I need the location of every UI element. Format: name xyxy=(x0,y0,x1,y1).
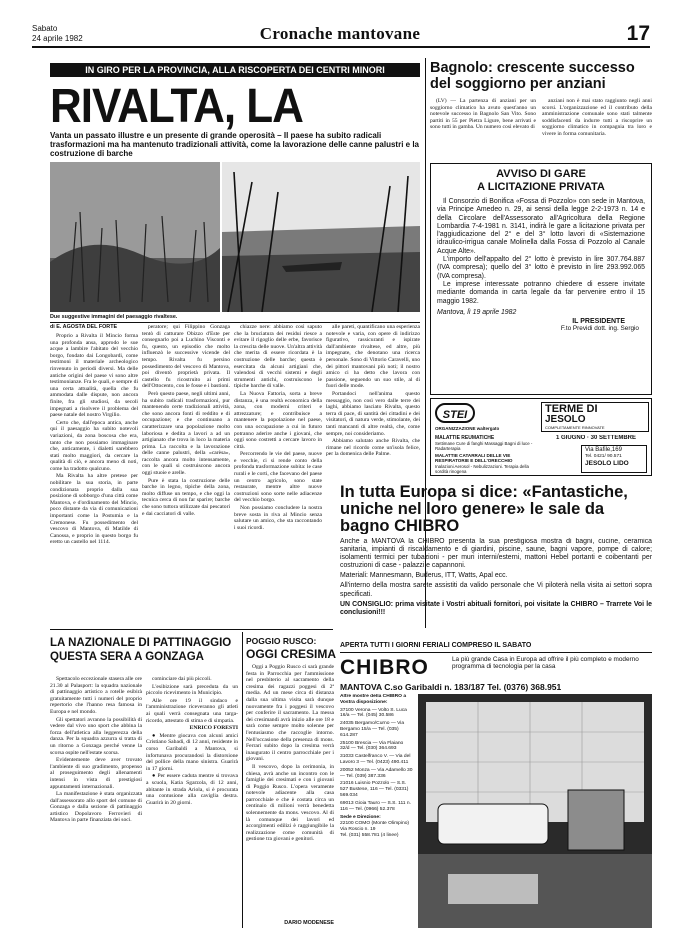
stei-malattie2-title: MALATTIE CATARRALI DELLE VIE RESPIRATORIE E DELL'ORECCHIO xyxy=(435,453,513,464)
rivalta-col4-p2: Portandoci nell'anima questo messaggio, non così vero dalle terre dei laghi, abbiamo lasciato Rivalta, questo terra di pace, di santità dei cittadini e dei visitatori, di natura verde, stimolante, dei tanti mancanti di altre realtà, che, come sempre, noi consideriamo. xyxy=(326,390,420,437)
rivalta-subtitle: Vanta un passato illustre e un presente di grande operosità – Il paese ha subito radicali trasformazioni ma ha mantenuto tradizionali attività, come la lavorazione delle canne palustri e la costruzione di barche xyxy=(50,132,419,158)
chibro-body-p3: All'interno della mostra sarete assistiti da valido personale che Vi piloterà nella visita ai settori sopra specificati. xyxy=(340,582,652,598)
stei-org: ORGANIZZAZIONE waltergato xyxy=(435,426,500,431)
poggio-text-1: Oggi a Poggio Rusco ci sarà grande festa in Parrocchia per l'ammissione nel presbiterio al sacramento della cresima dei ragazzi poggesi di 2ª media. Ad un mese circa di distanza dalla sua ultima visita sarà dunque nuovamente fra i poggesi il vescovo per conferire il sacramento. La messa dei cresimandi avrà inizio alle ore 18 e sarà come sempre molto solenne per l'entusiasmo che raccoglie intorno. Nell'occasione della presenza di mons. Ferrari subito dopo la cresima verrà inaugurato il centro parrocchiale per i giovani. xyxy=(246,664,334,763)
rivalta-col2-p1: peratore; qui Filippino Gonzaga tentò di catturare Obizzo d'Este per consegnarlo poi a Luchino Visconti e fu, questo, un episodio che molto influenzò le successive vicende del tempo. Rivalta fu persino possedimento del vescovo di Mantova, poi diventò proprietà privata. Il castello fu ricostruito ai primi dell'Ottocento, con le fosse e i bastioni. xyxy=(142,324,230,390)
poggio-rule xyxy=(242,632,243,928)
chibro-address: MANTOVA C.so Garibaldi n. 183/187 Tel. (0376) 368.951 xyxy=(340,682,562,692)
masthead-section: Cronache mantovane xyxy=(259,24,421,43)
stei-address: Via Bafile,169 xyxy=(585,447,622,453)
chibro-logo: CHIBRO xyxy=(340,656,429,679)
stei-season: 1 GIUGNO · 30 SETTEMBRE xyxy=(555,435,636,441)
rivalta-banner: IN GIRO PER LA PROVINCIA, ALLA RISCOPERTA DEI CENTRI MINORI xyxy=(50,63,420,77)
chibro-body-p4: UN CONSIGLIO: prima visitate i Vostri abituali fornitori, poi visitate la CHIBRO – Trarrete Voi le conclusioni!!! xyxy=(340,600,652,616)
chibro-branch: 69013 Gioia Tauro — S.S. 111 n. 116 — Tel. (0966) 52.378 xyxy=(340,800,411,812)
rivalta-col3-p3: Percorrendo le vie del paese, nuove e vecchie, ci si rende conto della profonda trasformazione subita: le case rurali e le corti, che facevano del paese un centro agricolo, sono state restaurate, mentre altre nuove costruzioni sono sorte nelle adiacenze del vecchio borgo. xyxy=(234,451,322,504)
chibro-body-p2: Materiali: Mannesmann, Buderus, ITT, Watts, Apal ecc. xyxy=(340,572,508,580)
stei-name-3: COMPLETAMENTE RINNOVATE xyxy=(545,425,605,430)
chibro-branch: 25100 Brescia — Via Flaiano 32/d — Tel. (030) 364.693 xyxy=(340,740,404,752)
rivalta-col1-p3: Ma Rivalta ha altre pretese per nobilitare la sua storia, in parte condizionata proprio dalla sua posizione di sobborgo d'una città come Mantova, e d'ordinamento del Mincio, poco distante da via di comunicazioni importanti come la Postumia e la Cremonese. Fu possedimento del vescovo di Mantova, di Matilde di Canossa, e proprio in questo borgo fu eretto un castello nel 1114. xyxy=(50,473,138,546)
rivalta-caption-rule xyxy=(50,322,420,323)
rivalta-col3-p2: La Nuova Fattoria, sorta a breve distanza, è una realtà economica della zona, con moderni criteri e attrezzature; e contribuisce a mantenere la popolazione nel paese, con una occupazione a cui in futuro potranno aderire anche i giovani, che oggi sono costretti a cercare lavoro in città. xyxy=(234,390,322,450)
avviso-title-2: A LICITAZIONE PRIVATA xyxy=(477,181,605,193)
masthead-date: 24 aprile 1982 xyxy=(32,34,83,43)
avviso-box xyxy=(430,163,652,395)
pattinaggio-signature: ENRICO FORESTI xyxy=(189,725,238,732)
bagnolo-col-1 xyxy=(430,98,536,160)
poggio-title-1: POGGIO RUSCO: xyxy=(246,636,317,646)
rivalta-byline: di E. AGOSTA DEL FORTE xyxy=(50,324,118,330)
stei-ad xyxy=(430,398,652,476)
rivalta-col-1 xyxy=(50,333,138,625)
rivalta-col4-p1: alle pareti, quantificano una esperienza notevole e varia, con opere di indirizzo figurativo, rassicuranti e ispirate dall'ambiente rivaltese, ed altre, più impegnate, che denotano una ricerca personale. Sono di Vittorio Caravelli, uno dei pittori mantovani più noti; il nostro amico ci ha detto che lavora con passione, seguendo un suo stile, al di fuori delle mode. xyxy=(326,324,420,390)
reeds-illustration xyxy=(50,162,220,312)
pattinaggio-col1-p1: Spettacolo eccezionale stasera alle ore 21.30 al Palasport: la squadra nazionale di pattinaggio artistico a rotelle esibirà gratuitamente tutti i numeri del proprio repertorio che l'hanno resa famosa in Europa e nel mondo. xyxy=(50,676,142,715)
pattinaggio-col-2 xyxy=(146,676,238,928)
avviso-p2: L'importo dell'appalto del 2° lotto è previsto in lire 307.764.887 (IVA compresa); quello del 3° lotto è previsto in lire 293.992.065 (IVA compresa). xyxy=(437,256,645,280)
pattinaggio-col1-p2: Gli spettatori avranno la possibilità di vedere dal vivo uno sport che abbina la forza dell'atletica alla leggerezza della danza. Per la squadra azzurra si tratta di un ritorno a Gonzaga perché venne la scorsa ospite nell'estate scorsa. xyxy=(50,716,142,756)
chibro-branch: 21016 Luisnio Pozzolo — S.S. 527 Bustese, 116 — Tel. (0331) 569.034 xyxy=(340,781,409,798)
avviso-sig-name: F.to Previdi dott. ing. Sergio xyxy=(560,324,639,332)
stei-city: JESOLO LIDO xyxy=(585,460,629,467)
bottom-section-rule xyxy=(50,629,333,630)
avviso-p1: Il Consorzio di Bonifica «Fossa di Pozzolo» con sede in Mantova, via Principe Amedeo n. 29, ai sensi della legge 2-2-1973 n. 14 e della Circolare dell'Assessorato all'Agricoltura della Regione Lombardia 7-4-1981 n. 3141, indirà le gare a licitazione privata per l'aggiudicazione del 2° e del 3° lotto lavori di «Sistemazione idraulico-irrigua canale Molinella dalla Fossa di Pozzolo al Canale Acque Alte». xyxy=(437,198,645,255)
chibro-headline: In tutta Europa si dice: «Fantastiche, uniche nel loro genere» le sale da bagno CHIBRO xyxy=(340,484,628,534)
chibro-bathroom-photo xyxy=(418,694,652,928)
chibro-hq-title: Sede e Direzione: xyxy=(340,815,381,821)
rivalta-photo-right xyxy=(222,162,420,312)
chibro-branch: 20052 Monza — Via Adamello 30 — Tel. (039) 387.336 xyxy=(340,767,413,779)
pattinaggio-col2-p4: ● Mentre giocava con alcuni amici Cristiano Sabadi, di 12 anni, residente in corso Garibaldi a Mantova, si infortunava procurandosi la distorsione del pollice della mano sinistra. Guarirà in 17 giorni. xyxy=(146,732,238,772)
pattinaggio-title: LA NAZIONALE DI PATTINAGGIO QUESTA SERA A GONZAGA xyxy=(50,637,232,663)
chibro-hq-line: Tel. (031) 558.781 (4 linee) xyxy=(340,832,399,838)
rivalta-col2-p3: Pure è stata la costruzione delle barche in legno, tipiche della zona, molto diffuse un tempo, e che oggi la tecnica cerca di non far sparire; barche che sono tuttora utilizzate dai pescatori e dai cacciatori di valle. xyxy=(142,477,230,517)
chibro-branch: 37100 Verona — Volto S. Luca 16/a — Tel. (045) 30.586 xyxy=(340,707,407,719)
rivalta-col1-p1: Proprio a Rivalta il Mincio forma una profonda ansa, approdo le sue acque a lambire l'abitato del vecchio borgo, fondato dai Longobardi, come testimoni il materiale archeologico rinvenuto in periodi diversi. Ma delle antiche origini del paese vi sono altre testimonianze. Fra le quali, e sempre di una certa attualità, quella che fu ammodata dalle dispute, non ancora finite, fra gli studiosi, da secoli impegnati a risolvere il problema del paese natale del nostro Virgilio. xyxy=(50,333,138,419)
stei-name-box xyxy=(541,402,649,432)
rivalta-col4-p3: Abbiamo salutato anche Rivalta, che rimane nel ricordo come un'isola felice, per la domenica delle Palme. xyxy=(326,438,420,458)
avviso-sig-title: IL PRESIDENTE xyxy=(572,317,625,325)
chibro-body xyxy=(340,538,652,640)
chibro-body-p1: Anche a MANTOVA la CHIBRO presenta la sua prestigiosa mostra di bagni, cucine, ceramica sanitaria, impianti di riscaldamento e di giardini, piscine, saune, bagni vapore, pompe di calore; isolamenti termici per tubazioni - per muri interni/esterni, mattoni Hebel portanti e coibentanti per costruzioni di case - palazzi e capannoni. xyxy=(340,538,652,570)
bagnolo-col-2 xyxy=(542,98,652,160)
chibro-rule xyxy=(340,652,652,653)
rivalta-photo-caption: Due suggestive immagini del paesaggio rivaltese. xyxy=(50,314,178,320)
avviso-body xyxy=(437,198,645,306)
pattinaggio-col2-p5: ● Per essere caduta mentre si trovava a scuola, Katia Sgarzola, di 12 anni, abitante in strada Ariola, si è procurata una contusione alla caviglia destra. Guarirà in 20 giorni. xyxy=(146,773,238,806)
avviso-p3: Le imprese interessate potranno chiedere di essere invitate mediante domanda in carta legale da far pervenire entro il 15 maggio 1982. xyxy=(437,280,645,305)
rivalta-title: RIVALTA, LA xyxy=(50,80,302,133)
pattinaggio-col2-p1: cominciare dai più piccoli. xyxy=(152,676,212,682)
rivalta-photo-left xyxy=(50,162,220,312)
chibro-hq-line: Via Roscio n. 19 xyxy=(340,826,376,832)
rivalta-col-3 xyxy=(234,324,322,625)
rivalta-col3-p4: Non possiamo concludere la nostra breve sosta in riva al Mincio senza salutare un amico, che sta raccontando i suoi ricordi. xyxy=(234,505,322,531)
river-illustration xyxy=(222,162,420,312)
bagnolo-text-2: anziani non è mai stato raggiunto negli anni scorsi. L'organizzazione ed il contributo della amministrazione comunale sono stati talmente soddisfacenti da indurre tutti a riscoprire un soggiorno climatico in compagnia tra loro e vivere in forma comunitaria. xyxy=(542,98,652,137)
avviso-date: Mantova, lì 19 aprile 1982 xyxy=(437,308,517,316)
pattinaggio-col1-p3: Evidentemente deve aver trovato l'ambiente di suo gradimento, propenso al proseguimento degli allenamenti intensi in vista di prestigiosi appuntamenti internazionali. xyxy=(50,757,142,790)
chibro-branch: 24035 Bergamo/Curno — Via Bergamo 15/a — Tel. (035) 614.287 xyxy=(340,721,405,738)
rivalta-col3-p1: chiazze nere: abbiamo così saputo che la bruciatura dei residui riesce a evitare il rigoglio delle erbe, favorisce la crescita delle nuove. Un'altra attività che merita di essere ricordata è la costruzione delle barche; questa è esercitata da alcuni artigiani che, valendosi di vecchi sistemi e degli strumenti antichi, costruiscono le tipiche barche di valle. xyxy=(234,324,322,390)
chibro-branches-title: Altre mostre della CHIBRO a Vostra disposizione: xyxy=(340,694,407,705)
poggio-title-2: OGGI CRESIMA xyxy=(246,647,336,661)
chibro-open: APERTA TUTTI I GIORNI FERIALI COMPRESO IL SABATO xyxy=(340,642,532,649)
rivalta-col2-p2: Però questo paese, negli ultimi anni, ha subito radicali trasformazioni, pur mantenendo certe tradizionali attività, che sono ancora fonti di reddito e di occupazione; e che continuano a caratterizzare una popolazione molto laboriosa e dedita a lavori a ad un artigianato che trova in loco la materia prima. La raccolta e la lavorazione delle canne palustri, della «carèsa», raccolta ancora molto intensamente, con le quali si costruiscono ancora oggi stuoie e arelle. xyxy=(142,390,230,477)
stei-logo-text: STEI xyxy=(442,409,468,421)
chibro-hq-line: 22100 COMO (Monte Olimpino) xyxy=(340,821,410,827)
chibro-branch: 31033 Castelfranco V. — Via del Lavoro 3 — Tel. (0423) 490.411 xyxy=(340,754,411,765)
poggio-col-1 xyxy=(246,664,334,928)
pattinaggio-col2-p2: L'esibizione sarà preceduta da un piccolo ricevimento in Municipio. xyxy=(146,683,238,697)
stei-address-box xyxy=(581,445,647,473)
bathroom-illustration xyxy=(418,694,652,928)
stei-tel: Tel. 0421/ 90.571 xyxy=(585,454,622,459)
rivalta-col1-p2: Certo che, dall'epoca antica, anche qui il paesaggio ha subito notevoli variazioni, da zona boscosa che era, tanto che non possiamo immaginare che, anticamente, i dialetti sarebbero stati molto maggiori, da cercare la qualità di ciò, e ancora meno di noti, come ha tradotto qualcuno. xyxy=(50,419,138,472)
stei-malattie1-title: MALATTIE REUMATICHE xyxy=(435,435,495,441)
bagnolo-title: Bagnolo: crescente successo del soggiorno per anziani xyxy=(430,60,635,92)
chibro-tagline: La più grande Casa in Europa ad offrire il più completo e moderno programma di tecnologia per la casa xyxy=(452,656,639,671)
stei-name-1: TERME DI xyxy=(545,403,598,415)
stei-malattie2-text: Inalazioni Aerosol - Nebulizzazioni. Terapia della sordità rinogena xyxy=(435,464,529,474)
avviso-title-1: AVVISO DI GARE xyxy=(496,168,586,180)
masthead-day: Sabato xyxy=(32,24,58,33)
pattinaggio-col2-p3: Alle ore 19 il sindaco e l'amministrazione riceveranno gli atleti ai quali verrà consegnata una targa-ricordo, attestato di stima e di simpatia. xyxy=(146,697,238,724)
stei-malattie1-text: Settimane Cure di fanghi Massaggi Bagni di luce - Radarterapia xyxy=(435,441,533,451)
rivalta-col-2 xyxy=(142,324,230,625)
stei-logo xyxy=(435,403,475,423)
pattinaggio-col1-p4: La manifestazione è stata organizzata dall'assessorato allo sport del comune di Gonzaga e dalla sezione di pattinaggio artistico Dopolavoro Ferrovieri di Mantova in parte finanziata dei soci. xyxy=(50,791,142,824)
bagnolo-text-1: (LV) — La partenza di anziani per un soggiorno climatico ha avuto quest'anno un notevole successo in Bagnolo San Vito. Sono partiti in 55 per Pietra Ligure, bene arrivati e sono tutti in gamba. Un numero così elevato di xyxy=(430,98,536,131)
page-number: 17 xyxy=(626,22,650,45)
poggio-signature: DARIO MODENESE xyxy=(284,920,334,926)
masthead-rule xyxy=(32,46,650,48)
stei-name-2: JESOLO xyxy=(545,414,586,425)
chibro-branches xyxy=(340,694,414,928)
poggio-text-2: Il vescovo, dopo la cerimonia, in chiesa, avrà anche un incontro con le famiglie dei cresimati e con i giovani di Poggio Rusco. L'opera veramente notevole adiacente alla casa parrocchiale e che è costata circa un centinaio di milioni verrà benedetta solennemente da mons. vescovo. Al di là comunque dei lavori ed accorgimenti edilizi è raggiungibile la realizzazione come comunità di gestione tra giovani e genitori. xyxy=(246,763,334,843)
pattinaggio-col-1 xyxy=(50,676,142,928)
